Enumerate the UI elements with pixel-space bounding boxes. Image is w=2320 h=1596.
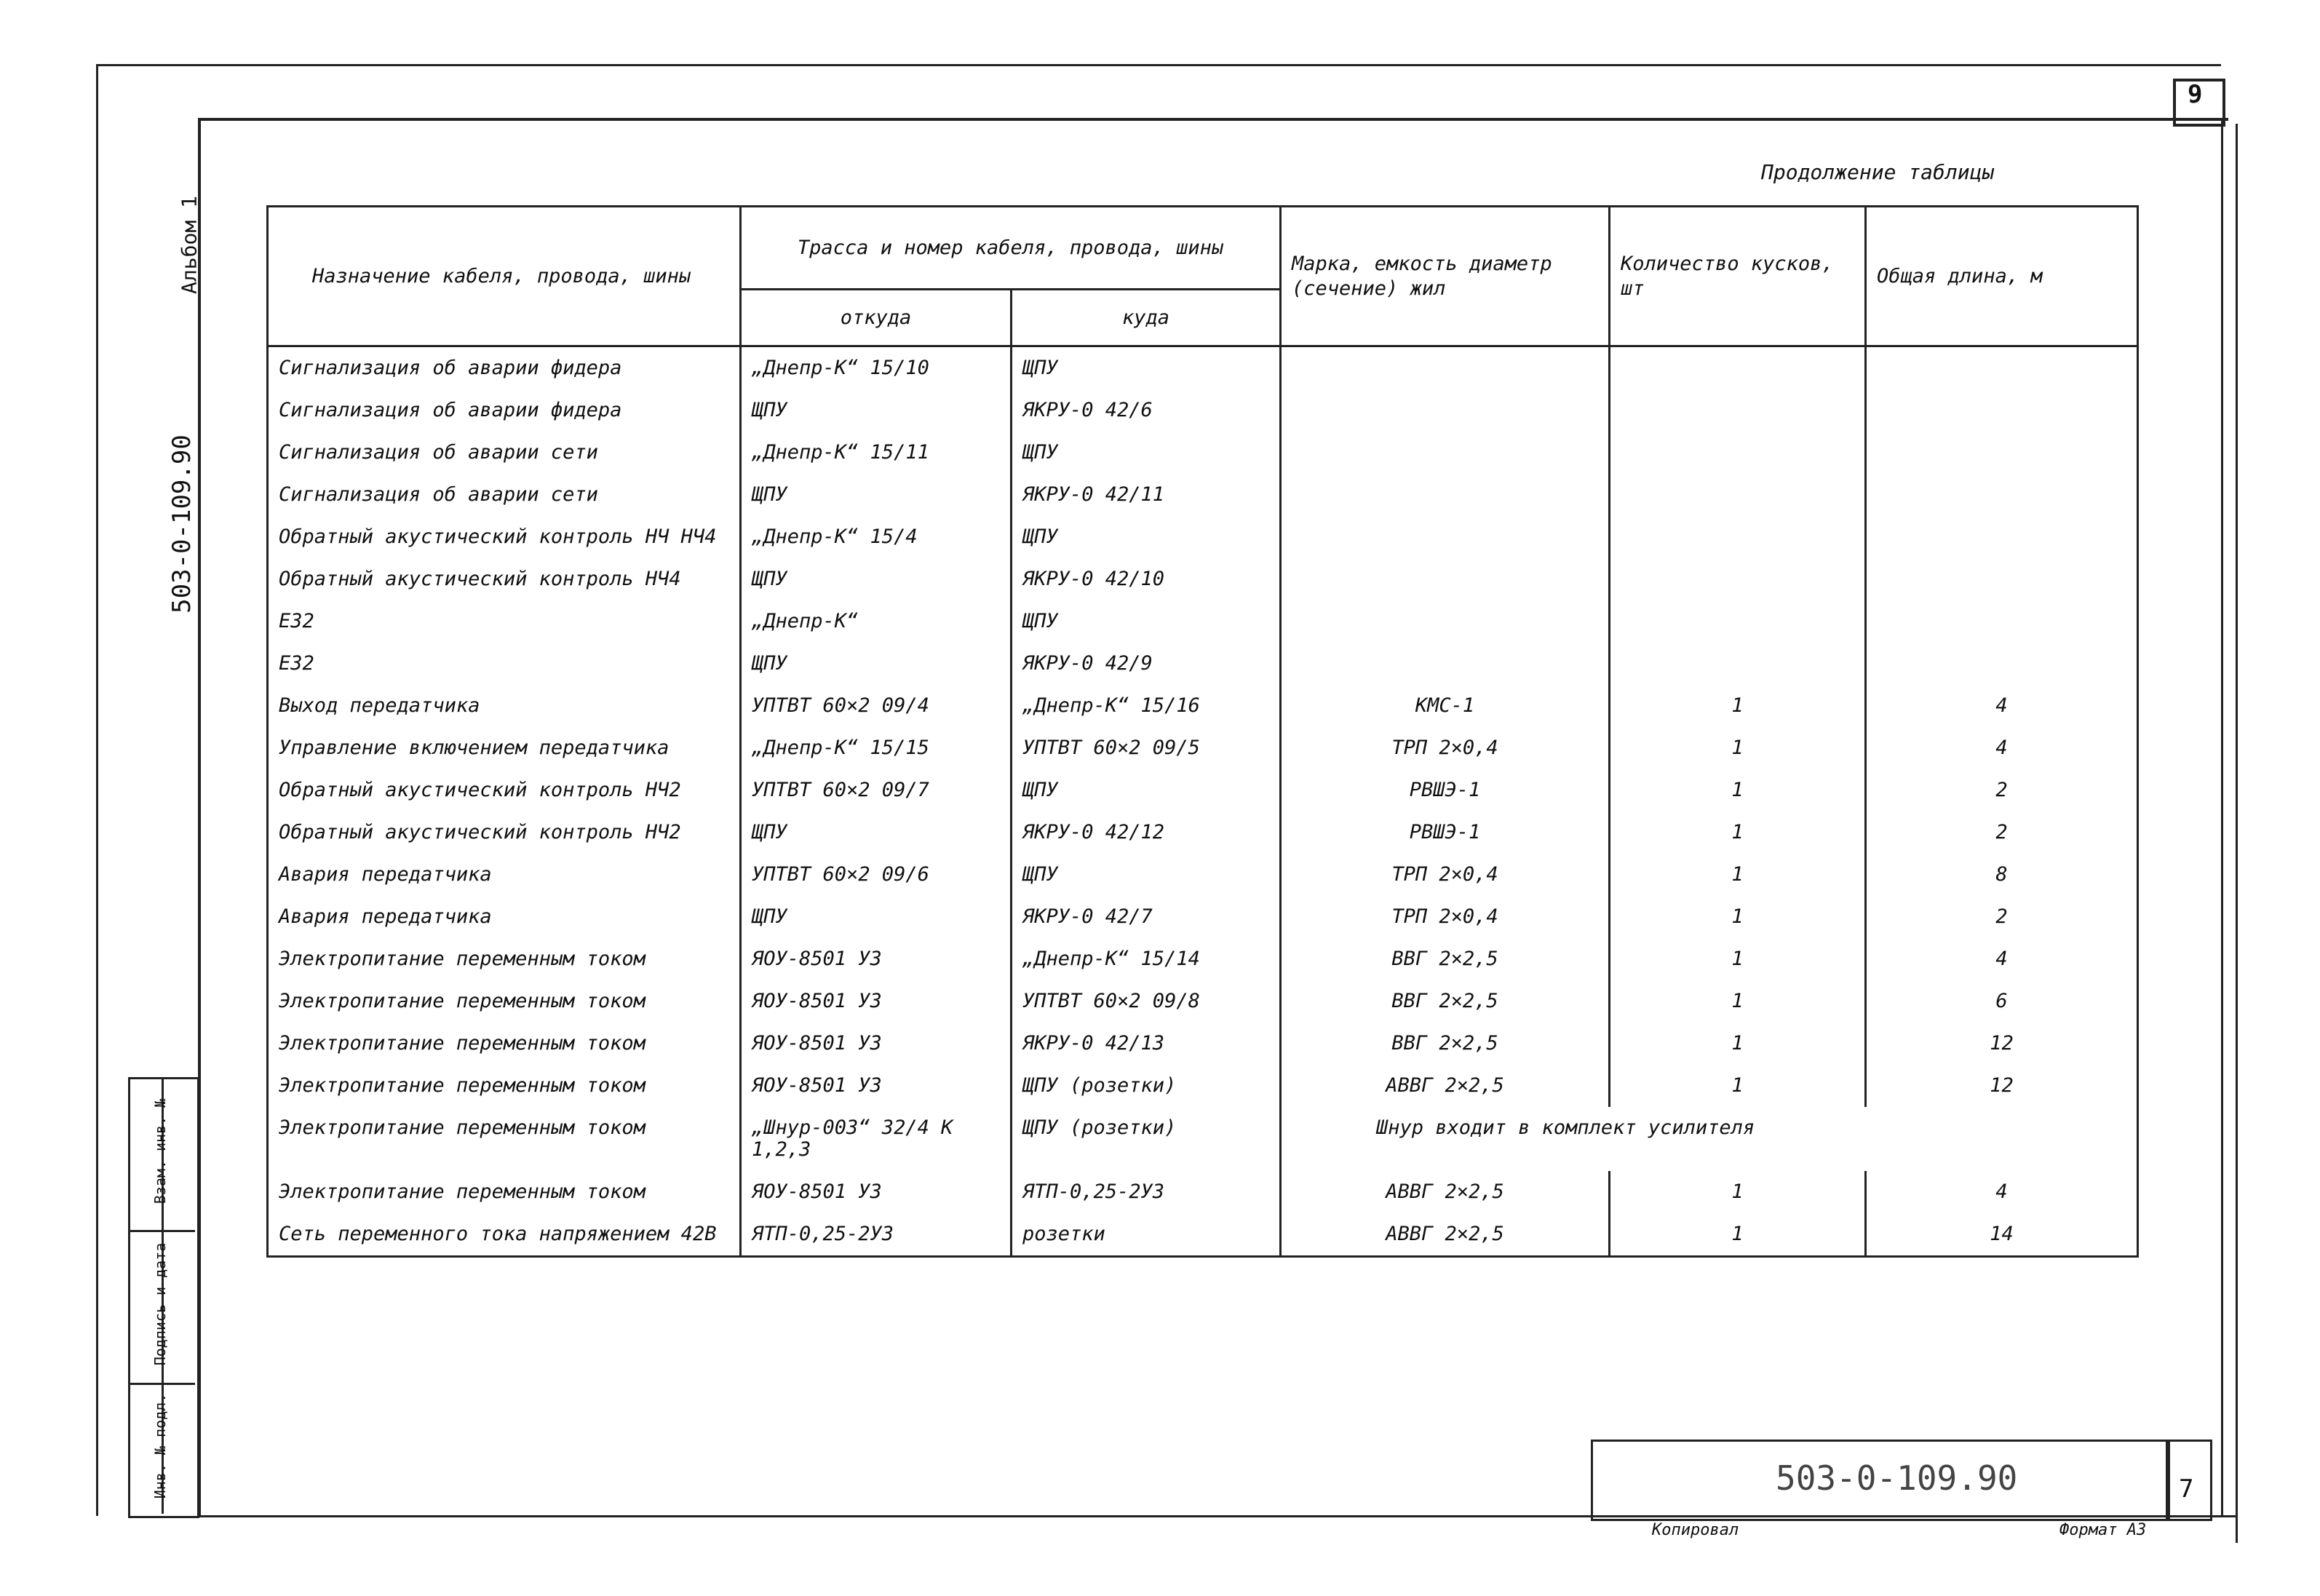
album-label: Альбом 1 [177, 196, 202, 294]
side-stamp-replace: Взам. инв. № [151, 1098, 169, 1204]
outer-left-rule [96, 64, 98, 1516]
cell-count: 1 [1610, 811, 1866, 854]
cell-to: ЯКРУ-0 42/13 [1012, 1023, 1281, 1065]
cell-from: УПТВТ 60×2 09/4 [741, 685, 1012, 727]
table-row [268, 980, 2138, 1023]
cell-brand: АВВГ 2×2,5 [1281, 1065, 1610, 1107]
cell-designation: Электропитание переменным током [268, 938, 741, 980]
cell-length [1866, 432, 2138, 474]
header-brand: Марка, емкость диаметр (сечение) жил [1281, 207, 1610, 346]
cell-designation: Выход передатчика [268, 685, 741, 727]
cell-length [1866, 516, 2138, 558]
cell-count [1610, 474, 1866, 516]
cell-designation: Сигнализация об аварии сети [268, 474, 741, 516]
cell-from: ЩПУ [741, 474, 1012, 516]
cell-to: ЩПУ [1012, 769, 1281, 811]
cell-from: „Днепр-К“ 15/10 [741, 346, 1012, 390]
cell-from: УПТВТ 60×2 09/6 [741, 854, 1012, 896]
cell-length: 4 [1866, 1171, 2138, 1213]
cell-designation: Электропитание переменным током [268, 1023, 741, 1065]
cell-designation: Электропитание переменным током [268, 980, 741, 1023]
cell-length [1866, 389, 2138, 432]
cell-from: ЩПУ [741, 389, 1012, 432]
footer-copied: Копировал [1652, 1521, 1739, 1539]
cell-count [1610, 558, 1866, 600]
cell-brand: ТРП 2×0,4 [1281, 854, 1610, 896]
cell-count: 1 [1610, 980, 1866, 1023]
cell-to: ЯКРУ-0 42/12 [1012, 811, 1281, 854]
cell-brand [1281, 389, 1610, 432]
outer-top-rule [96, 64, 2221, 66]
sheet-number: 9 [2188, 80, 2203, 109]
cell-length: 6 [1866, 980, 2138, 1023]
cell-count [1610, 643, 1866, 685]
cell-from: ЯОУ-8501 У3 [741, 1065, 1012, 1107]
cell-brand: ВВГ 2×2,5 [1281, 938, 1610, 980]
cell-designation: Сигнализация об аварии фидера [268, 389, 741, 432]
cell-to: ЩПУ [1012, 516, 1281, 558]
footer-format: Формат А3 [2059, 1521, 2147, 1539]
cell-to: ЯКРУ-0 42/10 [1012, 558, 1281, 600]
cell-brand [1281, 474, 1610, 516]
cell-count: 1 [1610, 1171, 1866, 1213]
cell-from: ЩПУ [741, 558, 1012, 600]
table-row [268, 1213, 2138, 1257]
cell-from: ЩПУ [741, 643, 1012, 685]
stamp-page: 7 [2179, 1474, 2194, 1504]
cell-from: „Днепр-К“ 15/4 [741, 516, 1012, 558]
cell-brand: АВВГ 2×2,5 [1281, 1171, 1610, 1213]
cell-to: УПТВТ 60×2 09/8 [1012, 980, 1281, 1023]
cell-length: 4 [1866, 727, 2138, 769]
cell-to: ЯКРУ-0 42/11 [1012, 474, 1281, 516]
cell-length: 2 [1866, 896, 2138, 938]
cell-from: ЯТП-0,25-2У3 [741, 1213, 1012, 1257]
cell-from: „Днепр-К“ 15/15 [741, 727, 1012, 769]
cell-brand: РВШЭ-1 [1281, 811, 1610, 854]
cell-length: 4 [1866, 685, 2138, 727]
cell-designation: Электропитание переменным током [268, 1171, 741, 1213]
continuation-label: Продолжение таблицы [1761, 160, 1995, 184]
side-code: 503-0-109.90 [167, 434, 196, 614]
cell-to: ЯТП-0,25-2У3 [1012, 1171, 1281, 1213]
cell-from: ЩПУ [741, 811, 1012, 854]
stamp-code: 503-0-109.90 [1776, 1458, 2018, 1498]
cell-to: розетки [1012, 1213, 1281, 1257]
table-row [268, 558, 2138, 600]
cell-from: „Шнур-003“ 32/4 К 1,2,3 [741, 1107, 1012, 1171]
cell-from: „Днепр-К“ 15/11 [741, 432, 1012, 474]
cell-designation: Авария передатчика [268, 854, 741, 896]
cell-brand: ТРП 2×0,4 [1281, 727, 1610, 769]
cell-designation: Сеть переменного тока напряжением 42В [268, 1213, 741, 1257]
cell-length: 2 [1866, 769, 2138, 811]
cell-designation: Авария передатчика [268, 896, 741, 938]
cell-brand: РВШЭ-1 [1281, 769, 1610, 811]
cell-designation: Управление включением передатчика [268, 727, 741, 769]
table-row [268, 432, 2138, 474]
cell-count: 1 [1610, 938, 1866, 980]
cell-count: 1 [1610, 685, 1866, 727]
cell-brand: ВВГ 2×2,5 [1281, 1023, 1610, 1065]
cell-length: 12 [1866, 1023, 2138, 1065]
cell-length: 12 [1866, 1065, 2138, 1107]
cell-designation: Электропитание переменным током [268, 1065, 741, 1107]
cell-from: ЯОУ-8501 У3 [741, 980, 1012, 1023]
cell-count [1610, 389, 1866, 432]
cell-count: 1 [1610, 727, 1866, 769]
cell-to: ЩПУ [1012, 346, 1281, 390]
cell-count: 1 [1610, 1065, 1866, 1107]
cell-brand: КМС-1 [1281, 685, 1610, 727]
cell-length: 8 [1866, 854, 2138, 896]
side-stamp-inv: Инв. № подл. [151, 1393, 169, 1499]
cell-brand: ВВГ 2×2,5 [1281, 980, 1610, 1023]
cell-to: ЩПУ [1012, 600, 1281, 643]
cell-designation: Обратный акустический контроль НЧ НЧ4 [268, 516, 741, 558]
table-row [268, 600, 2138, 643]
cell-count [1610, 516, 1866, 558]
table-row [268, 389, 2138, 432]
cell-length: 2 [1866, 811, 2138, 854]
cell-brand [1281, 600, 1610, 643]
table-row [268, 938, 2138, 980]
cell-from: ЯОУ-8501 У3 [741, 1171, 1012, 1213]
table-row [268, 685, 2138, 727]
cell-to: ЩПУ (розетки) [1012, 1107, 1281, 1171]
cell-brand: ТРП 2×0,4 [1281, 896, 1610, 938]
cell-count: 1 [1610, 1023, 1866, 1065]
cell-length [1866, 643, 2138, 685]
cell-designation: Обратный акустический контроль НЧ2 [268, 811, 741, 854]
cell-to: „Днепр-К“ 15/14 [1012, 938, 1281, 980]
table-row [268, 1107, 2138, 1171]
cell-to: ЯКРУ-0 42/6 [1012, 389, 1281, 432]
cell-designation: Сигнализация об аварии сети [268, 432, 741, 474]
cell-to: ЯКРУ-0 42/7 [1012, 896, 1281, 938]
cell-count [1610, 600, 1866, 643]
cell-brand: АВВГ 2×2,5 [1281, 1213, 1610, 1257]
cell-from: ЯОУ-8501 У3 [741, 938, 1012, 980]
cell-designation: Сигнализация об аварии фидера [268, 346, 741, 390]
header-designation: Назначение кабеля, провода, шины [268, 207, 741, 346]
cell-count: 1 [1610, 1213, 1866, 1257]
cell-from: ЯОУ-8501 У3 [741, 1023, 1012, 1065]
cell-designation: Е32 [268, 643, 741, 685]
header-length: Общая длина, м [1866, 207, 2138, 346]
cell-brand [1281, 643, 1610, 685]
cell-brand [1281, 432, 1610, 474]
cell-length [1866, 474, 2138, 516]
cell-from: ЩПУ [741, 896, 1012, 938]
cell-length [1866, 600, 2138, 643]
cell-note: Шнур входит в комплект усилителя [1281, 1107, 2138, 1171]
cell-brand [1281, 558, 1610, 600]
cell-count [1610, 432, 1866, 474]
cell-count [1610, 346, 1866, 390]
cell-count: 1 [1610, 896, 1866, 938]
header-count: Количество кусков, шт [1610, 207, 1866, 346]
header-from: откуда [741, 290, 1012, 346]
table-row [268, 643, 2138, 685]
cell-designation: Е32 [268, 600, 741, 643]
cell-to: ЯКРУ-0 42/9 [1012, 643, 1281, 685]
side-stamp-sign: Подпись и дата [151, 1242, 169, 1366]
cell-designation: Обратный акустический контроль НЧ2 [268, 769, 741, 811]
table-row [268, 854, 2138, 896]
table-row [268, 811, 2138, 854]
table-row [268, 1023, 2138, 1065]
table-row [268, 896, 2138, 938]
cell-length [1866, 558, 2138, 600]
cell-brand [1281, 516, 1610, 558]
inner-top-rule [198, 118, 2228, 121]
table-row [268, 727, 2138, 769]
table-row [268, 1065, 2138, 1107]
cell-length: 14 [1866, 1213, 2138, 1257]
cell-to: ЩПУ (розетки) [1012, 1065, 1281, 1107]
cell-to: УПТВТ 60×2 09/5 [1012, 727, 1281, 769]
right-edge-rule [2236, 124, 2238, 1543]
header-to: куда [1012, 290, 1281, 346]
cell-brand [1281, 346, 1610, 390]
table-row [268, 769, 2138, 811]
cell-to: ЩПУ [1012, 854, 1281, 896]
cell-designation: Электропитание переменным током [268, 1107, 741, 1171]
cell-to: „Днепр-К“ 15/16 [1012, 685, 1281, 727]
header-route: Трасса и номер кабеля, провода, шины [741, 207, 1281, 290]
cell-from: „Днепр-К“ [741, 600, 1012, 643]
cell-count: 1 [1610, 769, 1866, 811]
table-row [268, 516, 2138, 558]
cell-count: 1 [1610, 854, 1866, 896]
cable-table [266, 205, 2139, 1258]
cell-length [1866, 346, 2138, 390]
cell-designation: Обратный акустический контроль НЧ4 [268, 558, 741, 600]
table-row [268, 1171, 2138, 1213]
inner-right-rule [2221, 118, 2223, 1515]
table-row [268, 474, 2138, 516]
cell-to: ЩПУ [1012, 432, 1281, 474]
cell-length: 4 [1866, 938, 2138, 980]
cell-from: УПТВТ 60×2 09/7 [741, 769, 1012, 811]
table-row [268, 346, 2138, 390]
